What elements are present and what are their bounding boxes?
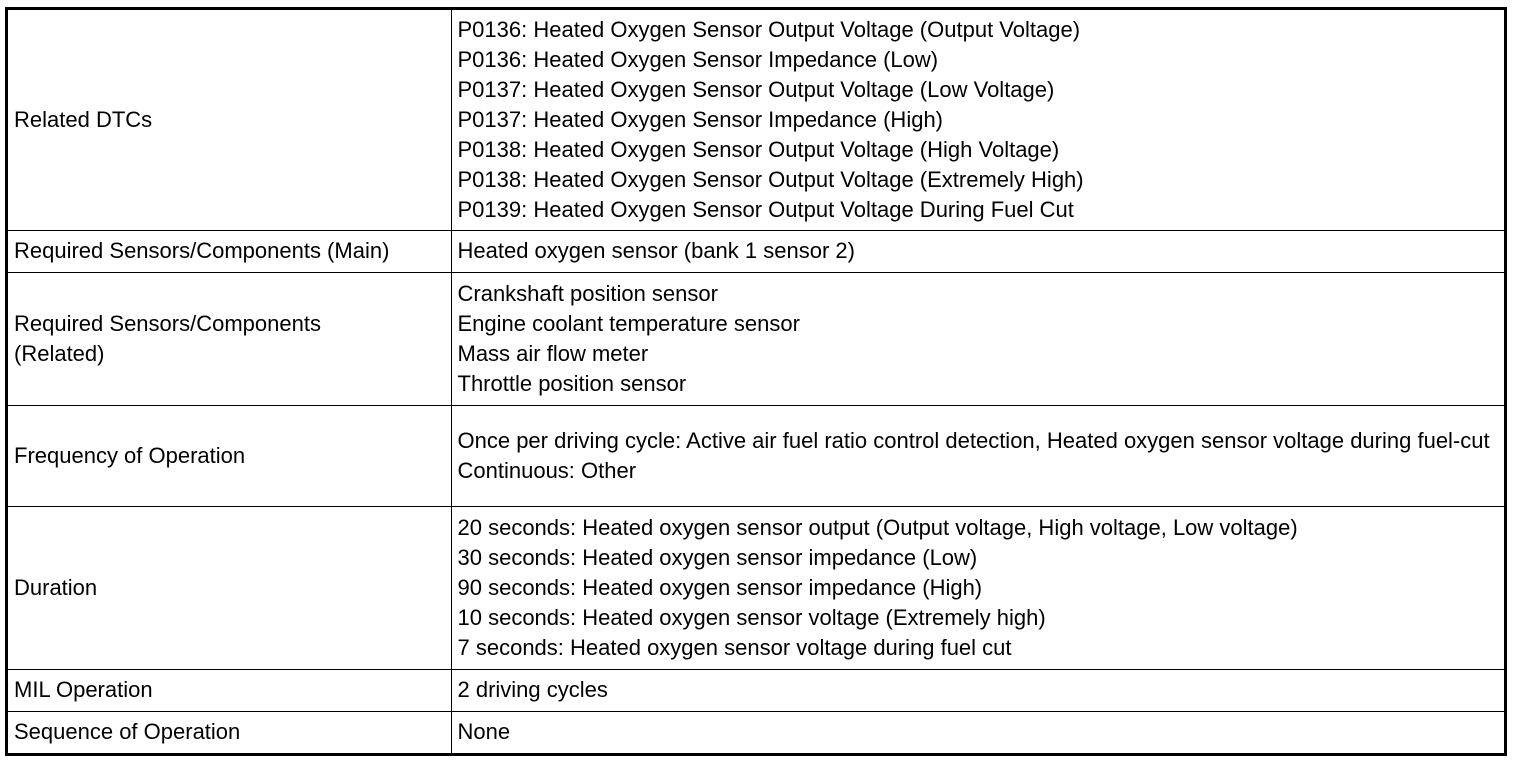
row-label-related-components: [8, 272, 451, 405]
row-label-related-dtcs: Related DTCs: [8, 10, 451, 230]
component-line: Mass air flow meter: [457, 340, 649, 366]
table-row-mil-operation: [8, 669, 1504, 711]
row-value-related-dtcs: [451, 10, 1504, 230]
label-line: (Related): [14, 340, 105, 366]
label-line: Required Sensors/Components: [14, 310, 321, 336]
row-value-mil-operation: [451, 669, 1504, 711]
monitor-strategy-table: [8, 10, 1504, 753]
row-value-main-components: [451, 230, 1504, 272]
row-label-duration: Duration: [8, 506, 451, 669]
row-label-sequence: Sequence of Operation: [8, 711, 451, 753]
table-row-main-components: [8, 230, 1504, 272]
table-row-related-dtcs: [8, 10, 1504, 230]
dtc-line: P0139: Heated Oxygen Sensor Output Voltage During Fuel Cut: [457, 196, 1074, 222]
row-label-frequency: Frequency of Operation: [8, 405, 451, 506]
dtc-line: P0136: Heated Oxygen Sensor Impedance (Low): [457, 46, 939, 72]
dtc-line: P0138: Heated Oxygen Sensor Output Voltage (High Voltage): [457, 136, 1060, 162]
row-value-related-components: [451, 272, 1504, 405]
duration-line: 7 seconds: Heated oxygen sensor voltage during fuel cut: [457, 634, 1012, 660]
monitor-strategy-table-frame: [5, 7, 1507, 756]
duration-line: 20 seconds: Heated oxygen sensor output (Output voltage, High voltage, Low voltage): [457, 514, 1298, 540]
row-label-main-components: Required Sensors/Components (Main): [8, 230, 451, 272]
frequency-line: Continuous: Other: [457, 457, 637, 483]
sequence-line: None: [457, 719, 511, 745]
component-line: Engine coolant temperature sensor: [457, 310, 800, 336]
duration-line: 90 seconds: Heated oxygen sensor impedance (High): [457, 574, 983, 600]
component-line: Heated oxygen sensor (bank 1 sensor 2): [457, 238, 855, 263]
dtc-line: P0136: Heated Oxygen Sensor Output Voltage (Output Voltage): [457, 16, 1081, 42]
table-row-frequency: [8, 405, 1504, 506]
row-value-frequency: [451, 405, 1504, 506]
table-row-sequence: [8, 711, 1504, 753]
dtc-line: P0138: Heated Oxygen Sensor Output Voltage (Extremely High): [457, 166, 1084, 192]
table-row-related-components: [8, 272, 1504, 405]
row-label-mil-operation: MIL Operation: [8, 669, 451, 711]
row-value-duration: [451, 506, 1504, 669]
component-line: Crankshaft position sensor: [457, 280, 718, 306]
component-line: Throttle position sensor: [457, 370, 687, 396]
mil-line: 2 driving cycles: [457, 677, 608, 702]
table-row-duration: [8, 506, 1504, 669]
dtc-line: P0137: Heated Oxygen Sensor Impedance (High): [457, 106, 944, 132]
duration-line: 30 seconds: Heated oxygen sensor impedance (Low): [457, 544, 978, 570]
frequency-line: Once per driving cycle: Active air fuel ratio control detection, Heated oxygen sensor voltage during fuel-cut: [457, 427, 1490, 453]
dtc-line: P0137: Heated Oxygen Sensor Output Voltage (Low Voltage): [457, 76, 1055, 102]
duration-line: 10 seconds: Heated oxygen sensor voltage (Extremely high): [457, 604, 1046, 630]
row-value-sequence: [451, 711, 1504, 753]
